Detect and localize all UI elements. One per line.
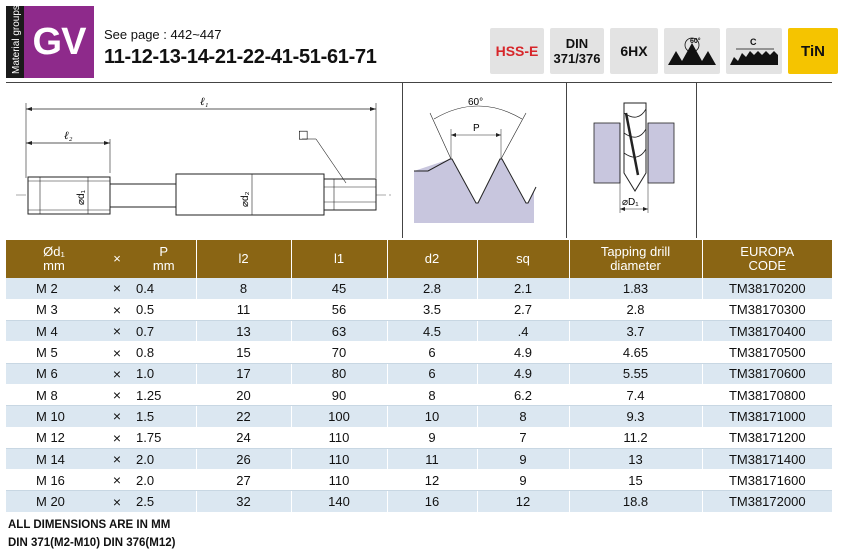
cell-l1: 63: [291, 321, 387, 342]
cell-sq: 7: [477, 427, 569, 448]
cell-p: 1.75: [132, 427, 196, 448]
din-label-line2: 371/376: [553, 51, 601, 66]
cell-code: TM38172000: [702, 491, 832, 512]
page-codes: 11-12-13-14-21-22-41-51-61-71: [104, 46, 377, 68]
tolerance-badge: [610, 28, 658, 74]
table-row: [6, 427, 832, 448]
cell-code: TM38171200: [702, 427, 832, 448]
cell-l1: 80: [291, 363, 387, 384]
cell-x: ×: [102, 278, 132, 299]
thread-profile-icon: [666, 31, 718, 71]
material-groups-label: Material groups: [11, 5, 22, 74]
table-row: [6, 278, 832, 299]
cell-sq: 12: [477, 491, 569, 512]
cell-p: 0.4: [132, 278, 196, 299]
cell-tap: 3.7: [569, 321, 702, 342]
cell-x: ×: [102, 427, 132, 448]
table-row: [6, 363, 832, 384]
col-pitch: P mm: [132, 240, 196, 278]
cell-m: M 20: [6, 491, 102, 512]
cell-d2: 12: [387, 470, 477, 491]
cell-l2: 32: [196, 491, 291, 512]
cell-l2: 27: [196, 470, 291, 491]
cell-l2: 11: [196, 299, 291, 320]
cell-code: TM38170300: [702, 299, 832, 320]
cell-tap: 2.8: [569, 299, 702, 320]
cell-m: M 2: [6, 278, 102, 299]
table-row: [6, 342, 832, 363]
cell-tap: 11.2: [569, 427, 702, 448]
cell-tap: 4.65: [569, 342, 702, 363]
cell-l2: 13: [196, 321, 291, 342]
l1-label: ℓ₁: [200, 96, 209, 108]
col-l2: l2: [196, 240, 291, 278]
cell-m: M 4: [6, 321, 102, 342]
see-page-text: See page : 442~447: [104, 27, 222, 42]
cell-l2: 22: [196, 406, 291, 427]
thread-angle-label: 60°: [468, 97, 484, 108]
table-row: [6, 321, 832, 342]
cell-sq: 8: [477, 406, 569, 427]
material-groups-strip: [6, 6, 24, 78]
cell-tap: 18.8: [569, 491, 702, 512]
col-d2: d2: [387, 240, 477, 278]
cell-sq: 4.9: [477, 363, 569, 384]
hsse-label: HSS-E: [495, 43, 539, 59]
cell-d2: 6: [387, 363, 477, 384]
cell-l1: 45: [291, 278, 387, 299]
cell-sq: .4: [477, 321, 569, 342]
bore-label: ⌀D₁: [622, 197, 639, 208]
cell-l1: 110: [291, 427, 387, 448]
table-row: [6, 491, 832, 512]
cell-l1: 110: [291, 448, 387, 469]
technical-drawings: [6, 83, 832, 238]
cell-x: ×: [102, 321, 132, 342]
cell-m: M 5: [6, 342, 102, 363]
cell-tap: 1.83: [569, 278, 702, 299]
d2-label: ⌀d₂: [240, 191, 251, 207]
cell-x: ×: [102, 342, 132, 363]
d1-label: ⌀d₁: [76, 190, 87, 205]
cell-sq: 9: [477, 470, 569, 491]
cell-tap: 15: [569, 470, 702, 491]
drawing-divider-2: [566, 83, 567, 238]
chamfer-label: C: [750, 37, 757, 47]
cell-m: M 12: [6, 427, 102, 448]
cell-p: 1.25: [132, 384, 196, 405]
spec-badges: [490, 28, 838, 74]
cell-m: M 6: [6, 363, 102, 384]
cell-x: ×: [102, 363, 132, 384]
cell-d2: 2.8: [387, 278, 477, 299]
cell-sq: 2.1: [477, 278, 569, 299]
cell-code: TM38170800: [702, 384, 832, 405]
cell-code: TM38170500: [702, 342, 832, 363]
cell-l1: 56: [291, 299, 387, 320]
col-times: ×: [102, 240, 132, 278]
sq-label: □: [298, 128, 309, 141]
cell-sq: 4.9: [477, 342, 569, 363]
cell-m: M 14: [6, 448, 102, 469]
chamfer-badge: [726, 28, 782, 74]
cell-code: TM38171000: [702, 406, 832, 427]
coating-label: TiN: [801, 42, 825, 60]
tolerance-label: 6HX: [620, 43, 648, 59]
cell-x: ×: [102, 406, 132, 427]
angle-label: 60°: [690, 38, 701, 45]
cell-d2: 4.5: [387, 321, 477, 342]
cell-p: 2.0: [132, 448, 196, 469]
chamfer-icon: [728, 31, 780, 71]
cell-l1: 100: [291, 406, 387, 427]
cell-p: 2.5: [132, 491, 196, 512]
cell-p: 0.7: [132, 321, 196, 342]
group-code-badge: GV: [24, 6, 94, 78]
col-tapping-drill: Tapping drill diameter: [569, 240, 702, 278]
dimensions-table: [6, 240, 832, 513]
cell-l2: 17: [196, 363, 291, 384]
cell-x: ×: [102, 384, 132, 405]
cell-d2: 6: [387, 342, 477, 363]
table-row: [6, 406, 832, 427]
cell-l1: 90: [291, 384, 387, 405]
cell-x: ×: [102, 448, 132, 469]
cell-l1: 70: [291, 342, 387, 363]
din-badge: [550, 28, 604, 74]
table-row: [6, 384, 832, 405]
cell-sq: 6.2: [477, 384, 569, 405]
cell-d2: 3.5: [387, 299, 477, 320]
cell-m: M 10: [6, 406, 102, 427]
coating-badge: [788, 28, 838, 74]
cell-code: TM38171600: [702, 470, 832, 491]
cell-l1: 110: [291, 470, 387, 491]
cell-p: 0.8: [132, 342, 196, 363]
thread-profile-drawing: [404, 83, 566, 238]
cell-l1: 140: [291, 491, 387, 512]
cell-p: 1.0: [132, 363, 196, 384]
dimensions-note: ALL DIMENSIONS ARE IN MM: [8, 519, 171, 531]
table-row: [6, 448, 832, 469]
cell-l2: 26: [196, 448, 291, 469]
cell-code: TM38170200: [702, 278, 832, 299]
cell-sq: 2.7: [477, 299, 569, 320]
cell-tap: 5.55: [569, 363, 702, 384]
bore-section-drawing: [568, 83, 696, 238]
cell-l2: 15: [196, 342, 291, 363]
cell-p: 0.5: [132, 299, 196, 320]
cell-tap: 13: [569, 448, 702, 469]
drawing-divider-3: [696, 83, 697, 238]
cell-x: ×: [102, 470, 132, 491]
cell-tap: 9.3: [569, 406, 702, 427]
cell-m: M 8: [6, 384, 102, 405]
col-l1: l1: [291, 240, 387, 278]
din-label-line1: DIN: [565, 36, 589, 51]
cell-x: ×: [102, 299, 132, 320]
col-sq: sq: [477, 240, 569, 278]
cell-code: TM38171400: [702, 448, 832, 469]
table-row: [6, 299, 832, 320]
col-d1: Ød₁ mm: [6, 240, 102, 278]
cell-code: TM38170600: [702, 363, 832, 384]
hsse-badge: [490, 28, 544, 74]
cell-d2: 16: [387, 491, 477, 512]
thread-angle-badge: [664, 28, 720, 74]
cell-l2: 8: [196, 278, 291, 299]
cell-p: 1.5: [132, 406, 196, 427]
cell-code: TM38170400: [702, 321, 832, 342]
l2-label: ℓ₂: [64, 130, 73, 142]
cell-m: M 16: [6, 470, 102, 491]
col-europa-code: EUROPA CODE: [702, 240, 832, 278]
cell-x: ×: [102, 491, 132, 512]
cell-d2: 11: [387, 448, 477, 469]
cell-d2: 10: [387, 406, 477, 427]
table-header-row: [6, 240, 832, 278]
cell-p: 2.0: [132, 470, 196, 491]
cell-tap: 7.4: [569, 384, 702, 405]
cell-l2: 20: [196, 384, 291, 405]
cell-d2: 9: [387, 427, 477, 448]
tap-side-view-drawing: [6, 83, 402, 238]
table-row: [6, 470, 832, 491]
cell-l2: 24: [196, 427, 291, 448]
cell-m: M 3: [6, 299, 102, 320]
cell-sq: 9: [477, 448, 569, 469]
din-note: DIN 371(M2-M10) DIN 376(M12): [8, 537, 176, 549]
drawing-divider-1: [402, 83, 403, 238]
cell-d2: 8: [387, 384, 477, 405]
pitch-label: P: [473, 123, 480, 134]
